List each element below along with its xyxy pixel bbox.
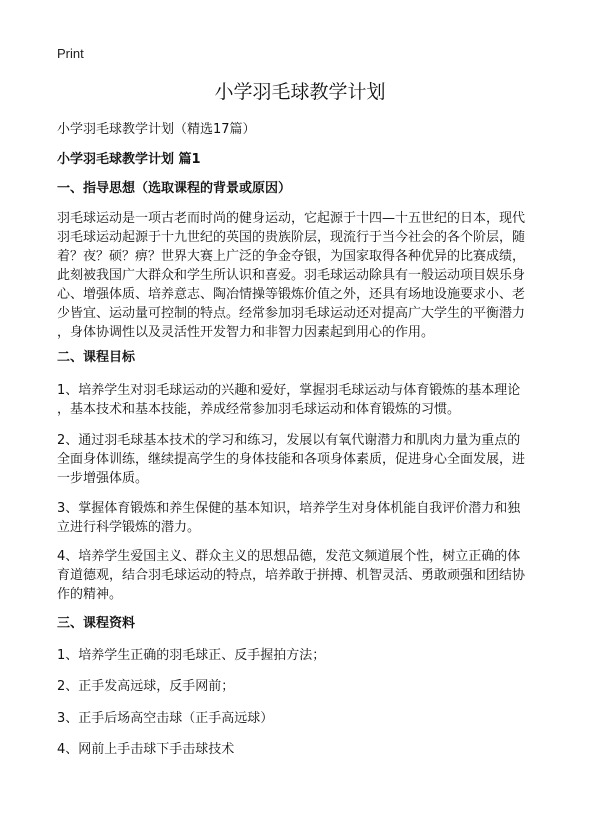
text-line: 作的精神。 [57,587,123,602]
paragraph [57,209,557,342]
text-line: 心、增强体质、培养意志、陶冶情操等锻炼价值之外，还具有场地设施要求小、老 [57,287,526,302]
text-line: 4、网前上手击球下手击球技术 [57,742,235,757]
paragraph [57,381,557,419]
text-line: 3、正手后场高空击球（正手高远球） [57,711,274,726]
text-line: 一步增强体质。 [57,471,149,486]
paragraph [57,740,557,759]
print-link[interactable]: Print [57,46,84,61]
document-title: 小学羽毛球教学计划 [214,81,386,103]
text-line: 全面身体训练，继续提高学生的身体技能和各项身体素质，促进身心全面发展，进 [57,452,526,467]
paragraph [57,709,557,728]
text-line: 4、培养学生爱国主义、群众主义的思想品德，发范文频道展个性，树立正确的体 [57,549,521,564]
paragraph [57,677,557,696]
text-line: 立进行科学锻炼的潜力。 [57,520,201,535]
document-subtitle: 小学羽毛球教学计划（精选17篇） [57,122,256,137]
text-line: 少皆宜、运动量可控制的特点。经常参加羽毛球运动还对提高广大学生的平衡潜力 [57,306,526,321]
text-line: 2、正手发高远球，反手网前； [57,679,235,694]
text-line: 2、通过羽毛球基本技术的学习和练习，发展以有氧代谢潜力和肌肉力量为重点的 [57,433,521,448]
part-title: 小学羽毛球教学计划 篇1 [57,152,201,167]
text-line: 1、培养学生正确的羽毛球正、反手握拍方法； [57,648,326,663]
text-line: 1、培养学生对羽毛球运动的兴趣和爱好，掌握羽毛球运动与体育锻炼的基本理论 [57,383,521,398]
section-heading-course-materials: 三、课程资料 [57,616,136,631]
text-line: ，基本技术和基本技能，养成经常参加羽毛球运动和体育锻炼的习惯。 [57,402,461,417]
section-heading-course-goals: 二、课程目标 [57,350,136,365]
text-line: 羽毛球运动起源于十九世纪的英国的贵族阶层，现流行于当今社会的各个阶层，随 [57,230,526,245]
text-line: 着？夜？硕？痹？世界大赛上广泛的争金夺银，为国家取得各种优异的比赛成绩， [57,249,526,264]
text-line: ，身体协调性以及灵活性开发智力和非智力因素起到用心的作用。 [57,325,435,340]
text-line: 3、掌握体育锻炼和养生保健的基本知识，培养学生对身体机能自我评价潜力和独 [57,501,521,516]
paragraph [57,431,557,488]
text-line: 育道德观，结合羽毛球运动的特点，培养敢于拼搏、机智灵活、勇敢顽强和团结协 [57,568,526,583]
paragraph [57,547,557,604]
paragraph [57,499,557,537]
section-heading-guiding-thought: 一、指导思想（选取课程的背景或原因） [57,181,292,196]
text-line: 此刻被我国广大群众和学生所认识和喜爱。羽毛球运动除具有一般运动项目娱乐身 [57,268,526,283]
paragraph [57,646,557,665]
text-line: 羽毛球运动是一项古老而时尚的健身运动，它起源于十四—十五世纪的日本，现代 [57,211,526,226]
